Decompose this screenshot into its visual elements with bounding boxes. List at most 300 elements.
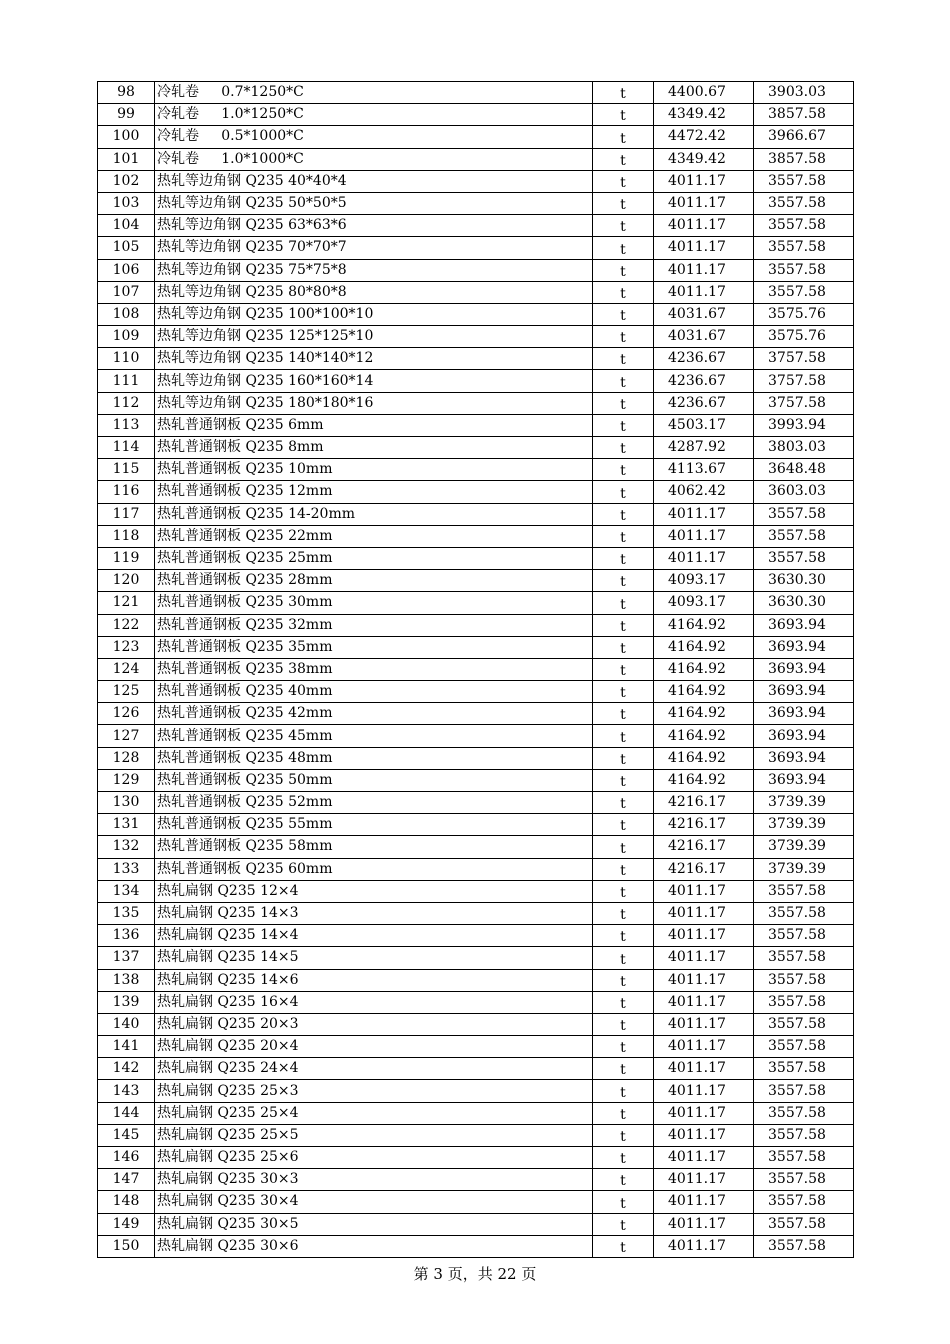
table-row — [98, 991, 854, 1013]
item-name-cell: 热轧扁钢 Q235 30×5 — [155, 1213, 593, 1235]
row-number-cell: 105 — [98, 237, 155, 259]
item-name-cell: 热轧普通钢板 Q235 48mm — [155, 747, 593, 769]
row-number-cell: 98 — [98, 82, 155, 104]
unit-cell: t — [593, 703, 654, 725]
price-tax-incl-cell: 4011.17 — [654, 1169, 754, 1191]
row-number-cell: 108 — [98, 303, 155, 325]
item-name-cell: 热轧等边角钢 Q235 75*75*8 — [155, 259, 593, 281]
item-name-cell: 热轧扁钢 Q235 25×4 — [155, 1102, 593, 1124]
price-tax-excl-cell: 3757.58 — [754, 392, 854, 414]
price-tax-incl-cell: 4011.17 — [654, 503, 754, 525]
price-tax-incl-cell: 4011.17 — [654, 969, 754, 991]
price-tax-excl-cell: 3557.58 — [754, 1080, 854, 1102]
table-row — [98, 570, 854, 592]
price-tax-excl-cell: 3803.03 — [754, 437, 854, 459]
unit-cell: t — [593, 525, 654, 547]
price-tax-incl-cell: 4031.67 — [654, 303, 754, 325]
price-tax-incl-cell: 4164.92 — [654, 769, 754, 791]
row-number-cell: 110 — [98, 348, 155, 370]
row-number-cell: 126 — [98, 703, 155, 725]
item-name-cell: 热轧扁钢 Q235 25×3 — [155, 1080, 593, 1102]
price-tax-incl-cell: 4011.17 — [654, 947, 754, 969]
price-tax-incl-cell: 4011.17 — [654, 259, 754, 281]
table-row — [98, 525, 854, 547]
row-number-cell: 132 — [98, 836, 155, 858]
price-tax-incl-cell: 4093.17 — [654, 592, 754, 614]
unit-cell: t — [593, 814, 654, 836]
unit-cell: t — [593, 947, 654, 969]
table-row — [98, 370, 854, 392]
table-row — [98, 1169, 854, 1191]
row-number-cell: 111 — [98, 370, 155, 392]
price-tax-incl-cell: 4164.92 — [654, 681, 754, 703]
price-tax-incl-cell: 4236.67 — [654, 392, 754, 414]
unit-cell: t — [593, 215, 654, 237]
price-tax-incl-cell: 4011.17 — [654, 902, 754, 924]
price-tax-excl-cell: 3739.39 — [754, 858, 854, 880]
table-row — [98, 769, 854, 791]
price-tax-excl-cell: 3993.94 — [754, 414, 854, 436]
unit-cell: t — [593, 1235, 654, 1257]
unit-cell: t — [593, 1102, 654, 1124]
price-tax-excl-cell: 3757.58 — [754, 370, 854, 392]
item-name-cell: 热轧普通钢板 Q235 40mm — [155, 681, 593, 703]
table-row — [98, 747, 854, 769]
unit-cell: t — [593, 570, 654, 592]
item-name-cell: 热轧扁钢 Q235 12×4 — [155, 880, 593, 902]
item-name-cell: 热轧扁钢 Q235 14×5 — [155, 947, 593, 969]
price-tax-incl-cell: 4011.17 — [654, 1235, 754, 1257]
price-tax-excl-cell: 3693.94 — [754, 681, 854, 703]
item-name-cell: 热轧普通钢板 Q235 12mm — [155, 481, 593, 503]
unit-cell: t — [593, 902, 654, 924]
price-tax-excl-cell: 3966.67 — [754, 126, 854, 148]
item-name-cell: 热轧普通钢板 Q235 6mm — [155, 414, 593, 436]
price-tax-excl-cell: 3603.03 — [754, 481, 854, 503]
unit-cell: t — [593, 636, 654, 658]
table-row — [98, 126, 854, 148]
row-number-cell: 120 — [98, 570, 155, 592]
price-tax-incl-cell: 4011.17 — [654, 1058, 754, 1080]
unit-cell: t — [593, 1036, 654, 1058]
table-row — [98, 326, 854, 348]
price-tax-incl-cell: 4011.17 — [654, 1191, 754, 1213]
item-name-cell: 热轧扁钢 Q235 14×3 — [155, 902, 593, 924]
table-row — [98, 503, 854, 525]
unit-cell: t — [593, 414, 654, 436]
table-row — [98, 636, 854, 658]
page-footer: 第 3 页，共 22 页 — [413, 1265, 537, 1283]
row-number-cell: 136 — [98, 925, 155, 947]
row-number-cell: 141 — [98, 1036, 155, 1058]
unit-cell: t — [593, 481, 654, 503]
item-name-cell: 热轧等边角钢 Q235 180*180*16 — [155, 392, 593, 414]
price-tax-excl-cell: 3575.76 — [754, 303, 854, 325]
price-tax-incl-cell: 4216.17 — [654, 836, 754, 858]
price-tax-excl-cell: 3693.94 — [754, 614, 854, 636]
item-name-cell: 热轧扁钢 Q235 30×6 — [155, 1235, 593, 1257]
table-row — [98, 902, 854, 924]
item-name-cell: 热轧等边角钢 Q235 50*50*5 — [155, 192, 593, 214]
unit-cell: t — [593, 858, 654, 880]
row-number-cell: 104 — [98, 215, 155, 237]
price-tax-excl-cell: 3557.58 — [754, 1235, 854, 1257]
table-row — [98, 1147, 854, 1169]
table-row — [98, 281, 854, 303]
row-number-cell: 128 — [98, 747, 155, 769]
unit-cell: t — [593, 370, 654, 392]
unit-cell: t — [593, 126, 654, 148]
price-tax-incl-cell: 4011.17 — [654, 215, 754, 237]
price-tax-excl-cell: 3557.58 — [754, 1147, 854, 1169]
item-name-cell: 热轧扁钢 Q235 30×4 — [155, 1191, 593, 1213]
row-number-cell: 115 — [98, 459, 155, 481]
price-tax-excl-cell: 3557.58 — [754, 259, 854, 281]
row-number-cell: 114 — [98, 437, 155, 459]
unit-cell: t — [593, 925, 654, 947]
unit-cell: t — [593, 1124, 654, 1146]
unit-cell: t — [593, 192, 654, 214]
unit-cell: t — [593, 104, 654, 126]
price-tax-excl-cell: 3648.48 — [754, 459, 854, 481]
price-tax-excl-cell: 3857.58 — [754, 104, 854, 126]
unit-cell: t — [593, 1013, 654, 1035]
price-tax-excl-cell: 3557.58 — [754, 215, 854, 237]
unit-cell: t — [593, 769, 654, 791]
price-tax-excl-cell: 3630.30 — [754, 592, 854, 614]
table-row — [98, 1058, 854, 1080]
price-tax-incl-cell: 4011.17 — [654, 1213, 754, 1235]
item-name-cell: 热轧扁钢 Q235 20×3 — [155, 1013, 593, 1035]
unit-cell: t — [593, 237, 654, 259]
row-number-cell: 102 — [98, 170, 155, 192]
item-name-cell: 热轧普通钢板 Q235 25mm — [155, 547, 593, 569]
item-name-cell: 热轧扁钢 Q235 16×4 — [155, 991, 593, 1013]
row-number-cell: 148 — [98, 1191, 155, 1213]
row-number-cell: 123 — [98, 636, 155, 658]
table-row — [98, 481, 854, 503]
unit-cell: t — [593, 836, 654, 858]
table-row — [98, 348, 854, 370]
price-tax-excl-cell: 3693.94 — [754, 658, 854, 680]
price-tax-excl-cell: 3693.94 — [754, 769, 854, 791]
price-tax-incl-cell: 4011.17 — [654, 547, 754, 569]
price-table-container — [97, 81, 854, 1258]
price-tax-excl-cell: 3739.39 — [754, 814, 854, 836]
item-name-cell: 热轧普通钢板 Q235 55mm — [155, 814, 593, 836]
item-name-cell: 热轧普通钢板 Q235 45mm — [155, 725, 593, 747]
row-number-cell: 119 — [98, 547, 155, 569]
price-tax-incl-cell: 4011.17 — [654, 991, 754, 1013]
table-row — [98, 1235, 854, 1257]
row-number-cell: 130 — [98, 792, 155, 814]
price-tax-excl-cell: 3557.58 — [754, 1124, 854, 1146]
price-tax-excl-cell: 3693.94 — [754, 636, 854, 658]
row-number-cell: 116 — [98, 481, 155, 503]
item-name-cell: 热轧扁钢 Q235 25×6 — [155, 1147, 593, 1169]
price-tax-incl-cell: 4031.67 — [654, 326, 754, 348]
row-number-cell: 103 — [98, 192, 155, 214]
price-tax-incl-cell: 4164.92 — [654, 614, 754, 636]
item-name-cell: 热轧普通钢板 Q235 22mm — [155, 525, 593, 547]
unit-cell: t — [593, 658, 654, 680]
unit-cell: t — [593, 326, 654, 348]
table-row — [98, 459, 854, 481]
price-tax-incl-cell: 4011.17 — [654, 525, 754, 547]
row-number-cell: 107 — [98, 281, 155, 303]
unit-cell: t — [593, 1191, 654, 1213]
row-number-cell: 133 — [98, 858, 155, 880]
unit-cell: t — [593, 592, 654, 614]
price-tax-incl-cell: 4011.17 — [654, 1102, 754, 1124]
item-name-cell: 热轧普通钢板 Q235 50mm — [155, 769, 593, 791]
row-number-cell: 127 — [98, 725, 155, 747]
table-row — [98, 681, 854, 703]
item-name-cell: 热轧等边角钢 Q235 140*140*12 — [155, 348, 593, 370]
item-name-cell: 热轧普通钢板 Q235 52mm — [155, 792, 593, 814]
row-number-cell: 147 — [98, 1169, 155, 1191]
price-tax-excl-cell: 3557.58 — [754, 1013, 854, 1035]
row-number-cell: 149 — [98, 1213, 155, 1235]
price-tax-incl-cell: 4011.17 — [654, 1080, 754, 1102]
item-name-cell: 热轧等边角钢 Q235 80*80*8 — [155, 281, 593, 303]
price-tax-incl-cell: 4164.92 — [654, 725, 754, 747]
row-number-cell: 122 — [98, 614, 155, 636]
row-number-cell: 142 — [98, 1058, 155, 1080]
table-row — [98, 259, 854, 281]
item-name-cell: 热轧等边角钢 Q235 63*63*6 — [155, 215, 593, 237]
unit-cell: t — [593, 547, 654, 569]
unit-cell: t — [593, 792, 654, 814]
price-tax-incl-cell: 4062.42 — [654, 481, 754, 503]
table-row — [98, 392, 854, 414]
price-tax-excl-cell: 3903.03 — [754, 82, 854, 104]
item-name-cell: 热轧等边角钢 Q235 70*70*7 — [155, 237, 593, 259]
table-row — [98, 148, 854, 170]
row-number-cell: 121 — [98, 592, 155, 614]
price-tax-excl-cell: 3557.58 — [754, 947, 854, 969]
item-name-cell: 热轧普通钢板 Q235 35mm — [155, 636, 593, 658]
table-row — [98, 1213, 854, 1235]
row-number-cell: 118 — [98, 525, 155, 547]
row-number-cell: 124 — [98, 658, 155, 680]
unit-cell: t — [593, 1080, 654, 1102]
table-row — [98, 836, 854, 858]
price-tax-incl-cell: 4216.17 — [654, 792, 754, 814]
price-tax-incl-cell: 4164.92 — [654, 703, 754, 725]
item-name-cell: 热轧普通钢板 Q235 58mm — [155, 836, 593, 858]
table-row — [98, 614, 854, 636]
price-tax-incl-cell: 4093.17 — [654, 570, 754, 592]
unit-cell: t — [593, 348, 654, 370]
price-tax-excl-cell: 3557.58 — [754, 503, 854, 525]
price-tax-excl-cell: 3557.58 — [754, 1213, 854, 1235]
row-number-cell: 125 — [98, 681, 155, 703]
table-row — [98, 1013, 854, 1035]
row-number-cell: 140 — [98, 1013, 155, 1035]
price-table — [97, 81, 854, 1258]
price-tax-incl-cell: 4236.67 — [654, 348, 754, 370]
unit-cell: t — [593, 281, 654, 303]
table-row — [98, 437, 854, 459]
price-tax-excl-cell: 3557.58 — [754, 281, 854, 303]
price-tax-incl-cell: 4216.17 — [654, 814, 754, 836]
table-row — [98, 1080, 854, 1102]
table-row — [98, 725, 854, 747]
table-row — [98, 547, 854, 569]
unit-cell: t — [593, 614, 654, 636]
table-row — [98, 969, 854, 991]
item-name-cell: 热轧普通钢板 Q235 32mm — [155, 614, 593, 636]
row-number-cell: 131 — [98, 814, 155, 836]
unit-cell: t — [593, 1213, 654, 1235]
row-number-cell: 139 — [98, 991, 155, 1013]
row-number-cell: 135 — [98, 902, 155, 924]
unit-cell: t — [593, 503, 654, 525]
table-row — [98, 215, 854, 237]
row-number-cell: 129 — [98, 769, 155, 791]
item-name-cell: 热轧普通钢板 Q235 28mm — [155, 570, 593, 592]
price-tax-excl-cell: 3739.39 — [754, 792, 854, 814]
table-row — [98, 814, 854, 836]
price-tax-incl-cell: 4011.17 — [654, 170, 754, 192]
unit-cell: t — [593, 459, 654, 481]
item-name-cell: 热轧普通钢板 Q235 30mm — [155, 592, 593, 614]
table-row — [98, 592, 854, 614]
row-number-cell: 145 — [98, 1124, 155, 1146]
price-tax-incl-cell: 4503.17 — [654, 414, 754, 436]
row-number-cell: 144 — [98, 1102, 155, 1124]
price-tax-incl-cell: 4164.92 — [654, 658, 754, 680]
price-tax-excl-cell: 3693.94 — [754, 725, 854, 747]
table-row — [98, 925, 854, 947]
price-tax-excl-cell: 3557.58 — [754, 547, 854, 569]
price-tax-excl-cell: 3557.58 — [754, 525, 854, 547]
unit-cell: t — [593, 1058, 654, 1080]
price-tax-incl-cell: 4011.17 — [654, 237, 754, 259]
item-name-cell: 热轧等边角钢 Q235 100*100*10 — [155, 303, 593, 325]
price-tax-incl-cell: 4400.67 — [654, 82, 754, 104]
price-tax-excl-cell: 3557.58 — [754, 969, 854, 991]
table-row — [98, 1036, 854, 1058]
price-tax-excl-cell: 3557.58 — [754, 1058, 854, 1080]
price-tax-excl-cell: 3693.94 — [754, 703, 854, 725]
unit-cell: t — [593, 725, 654, 747]
price-tax-incl-cell: 4349.42 — [654, 104, 754, 126]
table-row — [98, 703, 854, 725]
price-tax-excl-cell: 3557.58 — [754, 925, 854, 947]
table-row — [98, 792, 854, 814]
item-name-cell: 冷轧卷 0.5*1000*C — [155, 126, 593, 148]
row-number-cell: 134 — [98, 880, 155, 902]
price-tax-incl-cell: 4011.17 — [654, 281, 754, 303]
table-row — [98, 82, 854, 104]
price-tax-excl-cell: 3557.58 — [754, 991, 854, 1013]
item-name-cell: 热轧等边角钢 Q235 160*160*14 — [155, 370, 593, 392]
row-number-cell: 150 — [98, 1235, 155, 1257]
unit-cell: t — [593, 437, 654, 459]
item-name-cell: 热轧等边角钢 Q235 125*125*10 — [155, 326, 593, 348]
price-tax-excl-cell: 3557.58 — [754, 1102, 854, 1124]
table-row — [98, 658, 854, 680]
item-name-cell: 热轧扁钢 Q235 30×3 — [155, 1169, 593, 1191]
price-table-body — [98, 82, 854, 1258]
price-tax-incl-cell: 4216.17 — [654, 858, 754, 880]
price-tax-incl-cell: 4164.92 — [654, 636, 754, 658]
price-tax-excl-cell: 3693.94 — [754, 747, 854, 769]
price-tax-incl-cell: 4164.92 — [654, 747, 754, 769]
price-tax-excl-cell: 3630.30 — [754, 570, 854, 592]
table-row — [98, 1124, 854, 1146]
price-tax-incl-cell: 4011.17 — [654, 925, 754, 947]
price-tax-incl-cell: 4011.17 — [654, 1147, 754, 1169]
unit-cell: t — [593, 82, 654, 104]
price-tax-excl-cell: 3557.58 — [754, 170, 854, 192]
item-name-cell: 热轧普通钢板 Q235 14-20mm — [155, 503, 593, 525]
row-number-cell: 112 — [98, 392, 155, 414]
row-number-cell: 99 — [98, 104, 155, 126]
item-name-cell: 热轧扁钢 Q235 25×5 — [155, 1124, 593, 1146]
item-name-cell: 冷轧卷 0.7*1250*C — [155, 82, 593, 104]
item-name-cell: 热轧扁钢 Q235 14×6 — [155, 969, 593, 991]
unit-cell: t — [593, 170, 654, 192]
unit-cell: t — [593, 259, 654, 281]
price-tax-excl-cell: 3575.76 — [754, 326, 854, 348]
price-tax-incl-cell: 4349.42 — [654, 148, 754, 170]
price-tax-excl-cell: 3757.58 — [754, 348, 854, 370]
price-tax-incl-cell: 4113.67 — [654, 459, 754, 481]
table-row — [98, 414, 854, 436]
item-name-cell: 冷轧卷 1.0*1250*C — [155, 104, 593, 126]
unit-cell: t — [593, 681, 654, 703]
price-tax-incl-cell: 4236.67 — [654, 370, 754, 392]
price-tax-excl-cell: 3557.58 — [754, 1036, 854, 1058]
row-number-cell: 101 — [98, 148, 155, 170]
price-tax-incl-cell: 4011.17 — [654, 192, 754, 214]
price-tax-excl-cell: 3557.58 — [754, 237, 854, 259]
item-name-cell: 热轧普通钢板 Q235 60mm — [155, 858, 593, 880]
row-number-cell: 143 — [98, 1080, 155, 1102]
unit-cell: t — [593, 303, 654, 325]
row-number-cell: 138 — [98, 969, 155, 991]
row-number-cell: 100 — [98, 126, 155, 148]
item-name-cell: 热轧普通钢板 Q235 38mm — [155, 658, 593, 680]
item-name-cell: 热轧扁钢 Q235 14×4 — [155, 925, 593, 947]
item-name-cell: 热轧普通钢板 Q235 8mm — [155, 437, 593, 459]
price-tax-incl-cell: 4472.42 — [654, 126, 754, 148]
price-tax-incl-cell: 4011.17 — [654, 1124, 754, 1146]
item-name-cell: 热轧普通钢板 Q235 10mm — [155, 459, 593, 481]
table-row — [98, 104, 854, 126]
table-row — [98, 1102, 854, 1124]
price-tax-excl-cell: 3557.58 — [754, 902, 854, 924]
price-tax-excl-cell: 3557.58 — [754, 1169, 854, 1191]
table-row — [98, 237, 854, 259]
row-number-cell: 117 — [98, 503, 155, 525]
row-number-cell: 106 — [98, 259, 155, 281]
table-row — [98, 858, 854, 880]
item-name-cell: 热轧等边角钢 Q235 40*40*4 — [155, 170, 593, 192]
price-tax-incl-cell: 4011.17 — [654, 880, 754, 902]
row-number-cell: 137 — [98, 947, 155, 969]
unit-cell: t — [593, 747, 654, 769]
table-row — [98, 880, 854, 902]
price-tax-incl-cell: 4011.17 — [654, 1013, 754, 1035]
table-row — [98, 947, 854, 969]
unit-cell: t — [593, 148, 654, 170]
row-number-cell: 113 — [98, 414, 155, 436]
table-row — [98, 1191, 854, 1213]
